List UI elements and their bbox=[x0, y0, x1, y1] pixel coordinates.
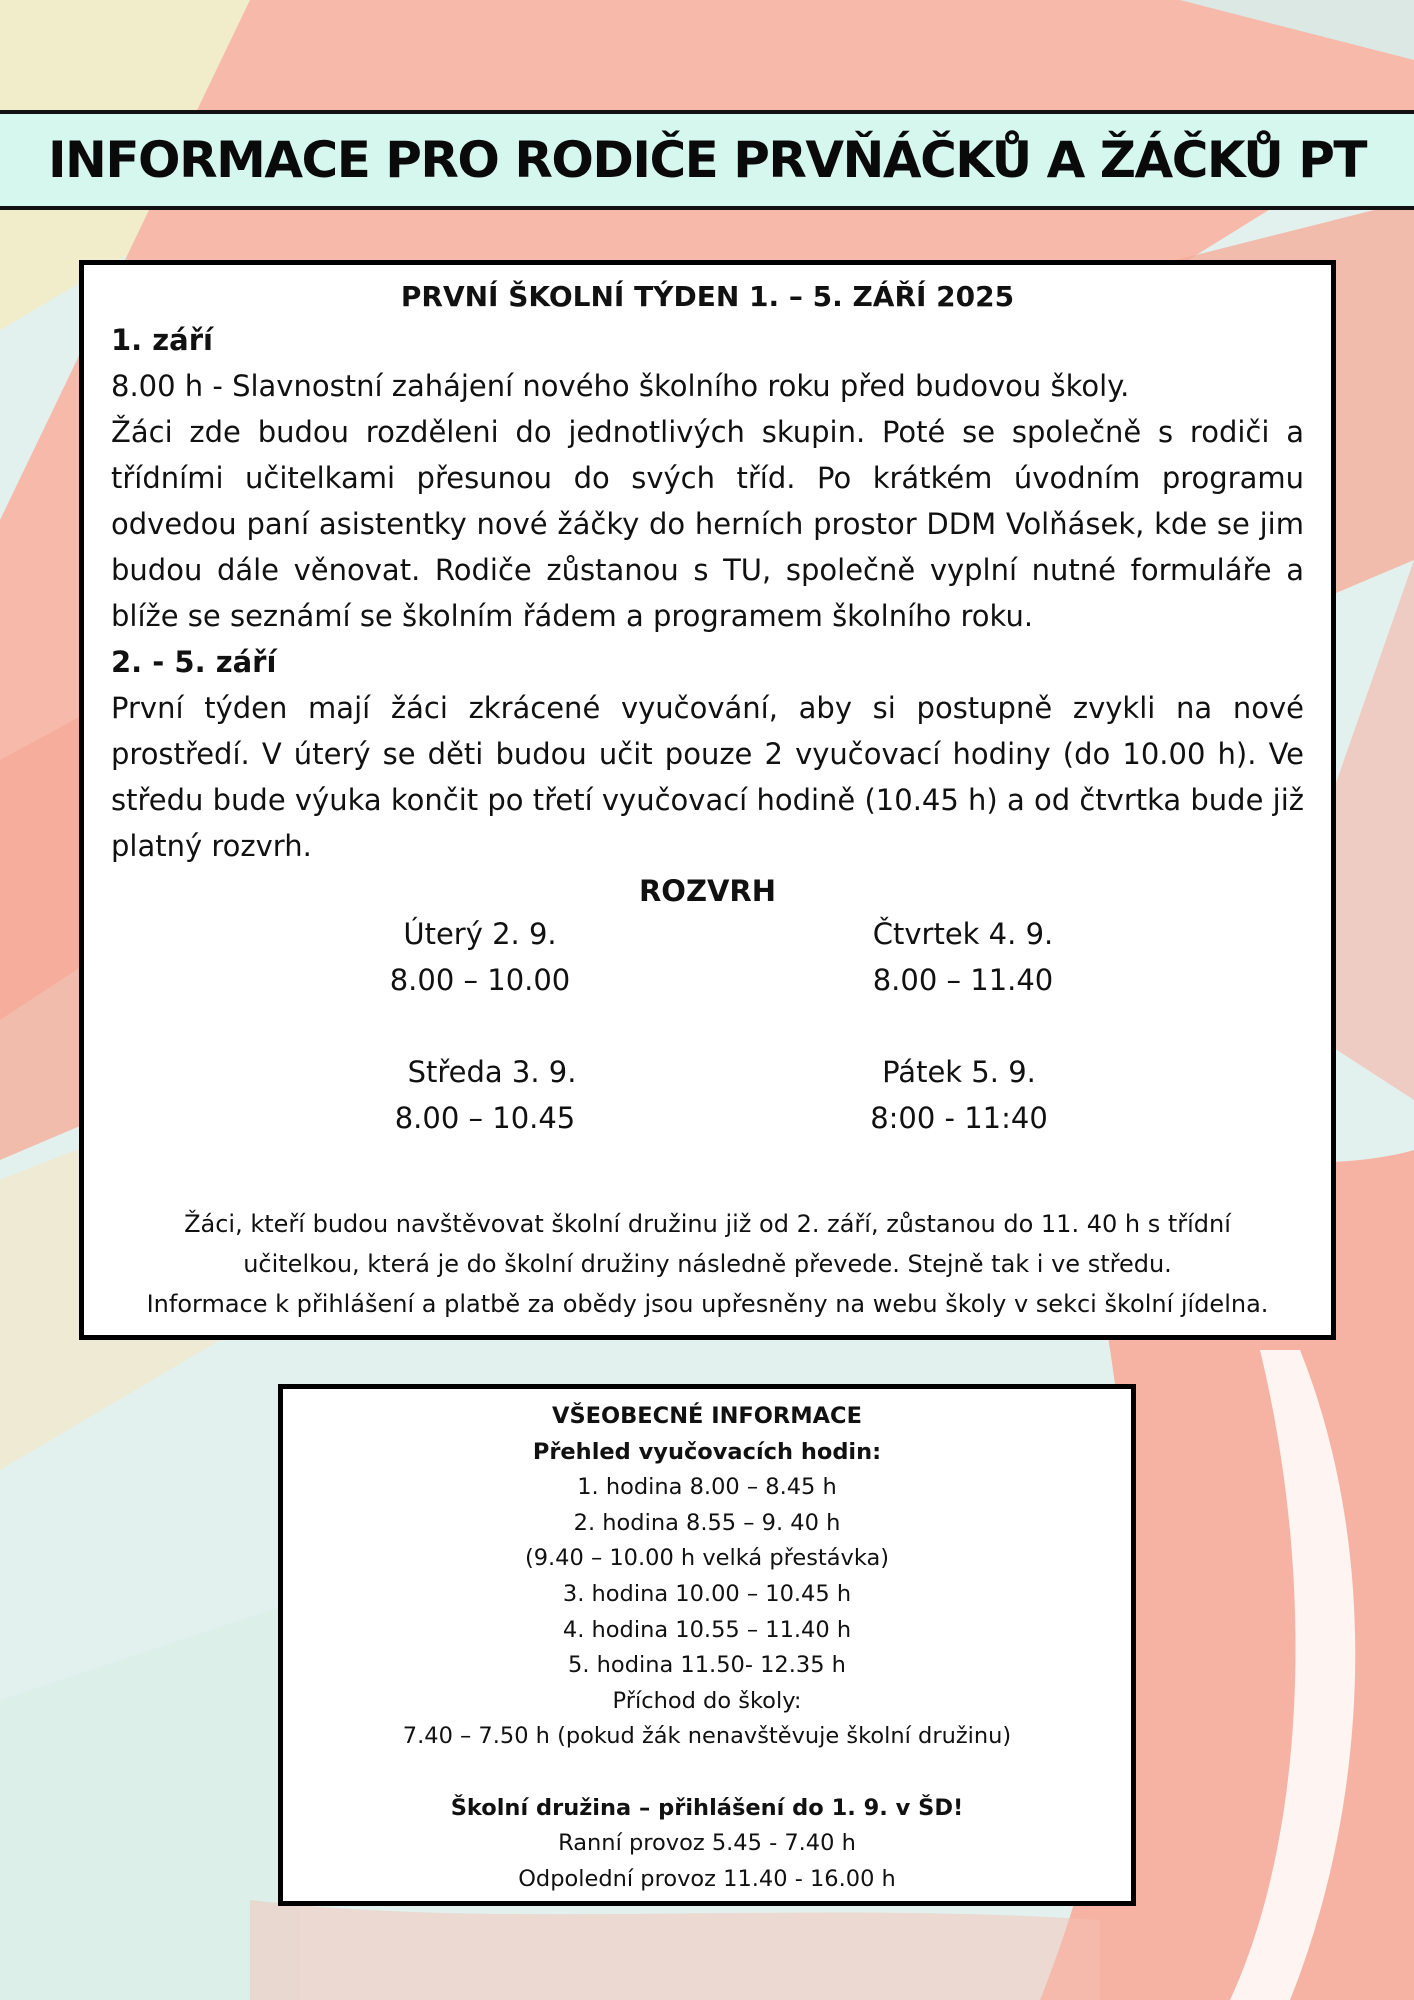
hour-item: (9.40 – 10.00 h velká přestávka) bbox=[524, 1545, 890, 1572]
hour-item: 2. hodina 8.55 – 9. 40 h bbox=[573, 1509, 841, 1536]
schedule-time: 8.00 – 10.00 bbox=[389, 963, 571, 997]
hour-item: 5. hodina 11.50- 12.35 h bbox=[568, 1652, 846, 1679]
hour-item: 3. hodina 10.00 – 10.45 h bbox=[562, 1580, 852, 1607]
schedule-thursday bbox=[763, 911, 1163, 1003]
schedule-day: Středa 3. 9. bbox=[407, 1055, 577, 1089]
schedule-day: Úterý 2. 9. bbox=[403, 917, 557, 951]
day1-label: 1. září bbox=[111, 323, 213, 357]
hour-item: 4. hodina 10.55 – 11.40 h bbox=[562, 1616, 852, 1643]
schedule-time: 8:00 - 11:40 bbox=[870, 1101, 1048, 1135]
schedule-tuesday bbox=[280, 911, 680, 1003]
club-morning: Ranní provoz 5.45 - 7.40 h bbox=[558, 1830, 856, 1857]
note-line: učitelkou, která je do školní družiny následně převede. Stejně tak i ve středu. bbox=[243, 1250, 1172, 1278]
schedule-grid bbox=[111, 911, 1304, 1166]
club-label: Školní družina – přihlášení do 1. 9. v ŠD! bbox=[450, 1794, 964, 1821]
schedule-time: 8.00 – 10.45 bbox=[394, 1101, 576, 1135]
first-week-notes bbox=[97, 1204, 1318, 1324]
first-week-box bbox=[79, 260, 1336, 1340]
schedule-title: ROZVRH bbox=[638, 874, 777, 908]
schedule-time: 8.00 – 11.40 bbox=[872, 963, 1054, 997]
note-line: Informace k přihlášení a platbě za obědy jsou upřesněny na webu školy v sekci školní jídelna. bbox=[146, 1290, 1269, 1318]
arrival-label: Příchod do školy: bbox=[612, 1687, 802, 1714]
general-info-box bbox=[278, 1384, 1136, 1906]
title-band bbox=[0, 110, 1414, 210]
schedule-friday bbox=[759, 1049, 1159, 1141]
schedule-day: Pátek 5. 9. bbox=[882, 1055, 1036, 1089]
day1-opening-line: 8.00 h - Slavnostní zahájení nového školního roku před budovou školy. bbox=[111, 369, 1130, 403]
hour-item: 1. hodina 8.00 – 8.45 h bbox=[577, 1474, 837, 1501]
page-title: INFORMACE PRO RODIČE PRVŇÁČKŮ A ŽÁČKŮ PT bbox=[47, 131, 1367, 189]
note-line: Žáci, kteří budou navštěvovat školní družinu již od 2. září, zůstanou do 11. 40 h s třídní bbox=[184, 1210, 1231, 1238]
club-afternoon: Odpolední provoz 11.40 - 16.00 h bbox=[518, 1865, 896, 1892]
hours-label: Přehled vyučovacích hodin: bbox=[532, 1438, 882, 1465]
schedule-day: Čtvrtek 4. 9. bbox=[872, 917, 1054, 951]
days2-5-label: 2. - 5. září bbox=[111, 645, 277, 679]
day1-description: Žáci zde budou rozděleni do jednotlivých skupin. Poté se společně s rodiči a třídními učitelkami přesunou do svých tříd. Po krátkém úvodním programu odvedou paní asistentky nové žáčky do herních prostor DDM Volňásek, kde se jim budou dále věnovat. Rodiče zůstanou s TU, společně vyplní nutné formuláře a blíže se seznámí se školním řádem a programem školního roku. bbox=[111, 415, 1304, 633]
first-week-heading: PRVNÍ ŠKOLNÍ TÝDEN 1. – 5. ZÁŘÍ 2025 bbox=[400, 280, 1015, 313]
days2-5-description: První týden mají žáci zkrácené vyučování, aby si postupně zvykli na nové prostředí. V úterý se děti budou učit pouze 2 vyučovací hodiny (do 10.00 h). Ve středu bude výuka končit po třetí vyučovací hodině (10.45 h) a od čtvrtka bude již platný rozvrh. bbox=[111, 691, 1304, 863]
spacer bbox=[293, 1755, 1121, 1791]
general-heading: VŠEOBECNÉ INFORMACE bbox=[552, 1403, 862, 1429]
schedule-wednesday bbox=[285, 1049, 685, 1141]
arrival-text: 7.40 – 7.50 h (pokud žák nenavštěvuje školní družinu) bbox=[402, 1723, 1012, 1750]
